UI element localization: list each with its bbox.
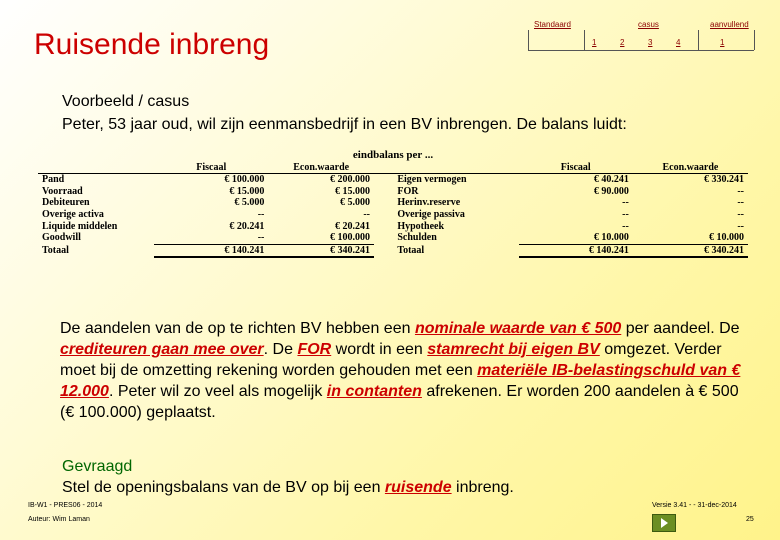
row-label: Overige passiva	[397, 208, 465, 220]
text: Stel de openingsbalans van de BV op bij een	[62, 479, 385, 496]
total-label: Totaal	[42, 245, 69, 256]
nav-standaard-link[interactable]: Standaard	[534, 20, 571, 29]
case-description	[60, 318, 750, 423]
row-value: € 5.000	[340, 197, 370, 209]
question	[62, 456, 514, 498]
highlight: FOR	[297, 341, 332, 358]
row-value: --	[154, 232, 268, 244]
highlight: materiële IB-belastingschuld van € 12.000	[60, 362, 741, 400]
row-value: € 200.000	[330, 174, 370, 186]
text: . Peter wil zo veel als mogelijk	[108, 383, 327, 400]
intro-heading: Voorbeeld / casus	[62, 93, 190, 110]
nav-aanvullend-1-link[interactable]: 1	[720, 38, 725, 47]
row-value: € 20.241	[229, 220, 265, 232]
text: De aandelen van de op te richten BV hebben een	[60, 320, 415, 337]
row-value: € 90.000	[593, 185, 629, 197]
total-value: € 340.241	[268, 244, 374, 257]
text: per aandeel. De	[621, 320, 740, 337]
row-value: --	[737, 220, 744, 232]
row-value: € 100.000	[224, 174, 265, 186]
nav-casus-link[interactable]: casus	[638, 20, 659, 29]
row-value: € 20.241	[335, 220, 370, 232]
text: afrekenen. Er worden 200 aandelen à € 500 (€ 100.000) geplaatst.	[60, 383, 739, 421]
highlight: stamrecht bij eigen BV	[427, 341, 600, 358]
row-label: Voorraad	[42, 185, 83, 197]
row-value: € 15.000	[229, 185, 265, 197]
row-value: --	[622, 220, 629, 232]
row-value: --	[622, 197, 629, 209]
balance-table	[38, 150, 748, 258]
nav-bar	[528, 20, 754, 54]
row-value: € 100.000	[268, 232, 374, 244]
row-value: --	[257, 208, 265, 220]
highlight: in contanten	[326, 383, 422, 400]
nav-step-4-link[interactable]: 4	[676, 38, 681, 47]
row-label: Eigen vermogen	[397, 174, 467, 186]
table-row	[38, 232, 748, 244]
row-value: --	[737, 185, 744, 197]
row-label: Liquide middelen	[42, 220, 118, 232]
row-label: Hypotheek	[397, 220, 445, 232]
row-value: € 40.241	[593, 174, 629, 186]
total-value: € 340.241	[633, 244, 748, 257]
highlight: nominale waarde van € 500	[414, 320, 622, 337]
right-econ-header: Econ.waarde	[633, 162, 748, 174]
table-row	[38, 197, 748, 209]
table-row	[38, 209, 748, 221]
total-label: Totaal	[397, 245, 425, 256]
highlight: ruisende	[384, 479, 452, 496]
row-label: Schulden	[397, 232, 437, 244]
page-number: 25	[746, 516, 754, 523]
row-value: --	[622, 208, 629, 220]
table-row	[38, 221, 748, 233]
row-value: --	[737, 208, 744, 220]
footer-code: IB-W1 - PRES06 - 2014	[28, 502, 103, 509]
table-row	[38, 174, 748, 186]
nav-aanvullend-link[interactable]: aanvullend	[710, 20, 749, 29]
page-title: Ruisende inbreng	[34, 28, 270, 61]
left-econ-header: Econ.waarde	[268, 162, 374, 174]
row-value: --	[737, 197, 744, 209]
total-value: € 140.241	[154, 244, 268, 257]
question-heading: Gevraagd	[62, 458, 133, 475]
highlight: crediteuren gaan mee over	[60, 341, 264, 358]
row-value: € 15.000	[335, 185, 370, 197]
nav-step-1-link[interactable]: 1	[592, 38, 597, 47]
left-fiscaal-header: Fiscaal	[154, 162, 268, 174]
balance-caption: eindbalans per ...	[352, 149, 434, 161]
total-row	[38, 244, 748, 257]
footer-author: Auteur: Wim Laman	[28, 516, 90, 523]
row-label: Goodwill	[42, 232, 81, 244]
text: . De	[263, 341, 298, 358]
table-row	[38, 186, 748, 198]
next-slide-icon[interactable]	[652, 514, 676, 532]
nav-step-3-link[interactable]: 3	[648, 38, 653, 47]
row-value: € 10.000	[519, 232, 633, 244]
right-fiscaal-header: Fiscaal	[519, 162, 633, 174]
footer-version: Versie 3.41 - - 31-dec-2014	[652, 502, 737, 509]
row-label: Overige activa	[42, 208, 104, 220]
row-value: € 5.000	[234, 197, 265, 209]
intro	[62, 90, 627, 136]
row-value: € 330.241	[704, 174, 744, 186]
row-value: --	[363, 208, 370, 220]
question-text	[62, 477, 514, 498]
row-label: Herinv.reserve	[397, 197, 461, 209]
total-value: € 140.241	[519, 244, 633, 257]
nav-step-2-link[interactable]: 2	[620, 38, 625, 47]
intro-text: Peter, 53 jaar oud, wil zijn eenmansbedrijf in een BV inbrengen. De balans luidt:	[62, 116, 627, 133]
text: wordt in een	[331, 341, 428, 358]
row-label: Pand	[42, 174, 65, 186]
text: omgezet. Verder moet bij de omzetting rekening worden gehouden met een	[60, 341, 722, 379]
row-label: Debiteuren	[42, 197, 90, 209]
row-label: FOR	[397, 185, 419, 197]
row-value: € 10.000	[633, 232, 748, 244]
text: inbreng.	[451, 479, 514, 496]
